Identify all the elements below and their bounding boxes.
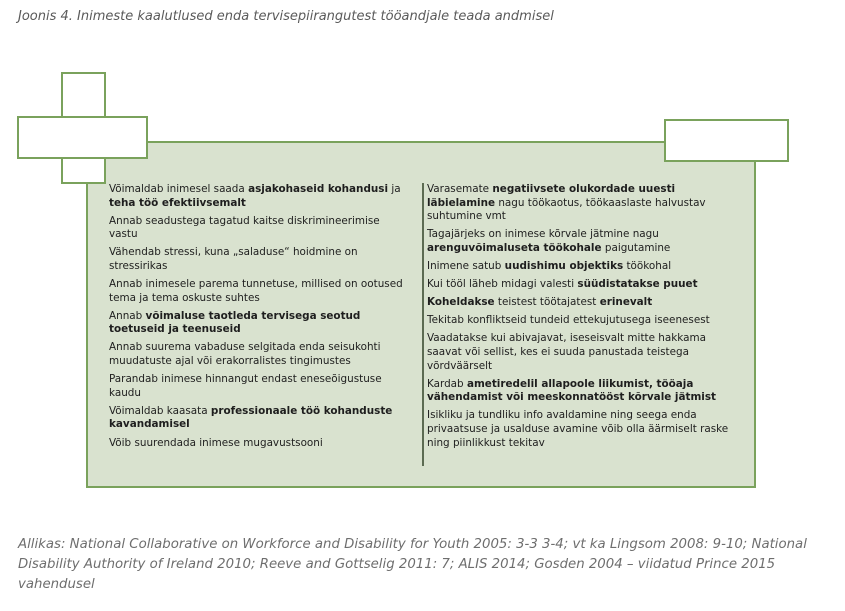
pro-item: [109, 341, 409, 368]
item-text: Annab inimesele parema tunnetuse, millised on ootused tema ja tema oskuste suhtes: [109, 278, 403, 304]
source-note: Allikas: National Collaborative on Workforce and Disability for Youth 2005: 3-3 3-4; vt ka Lingsom 2008: 9-10; National Disability Authority of Ireland 2010; Reeve and Gottselig 2011: 7; ALIS 2014; Gosden 2004 – viidatud Prince 2015 vahendusel: [18, 537, 807, 592]
item-text: Võimaldab inimesel saada: [109, 183, 249, 195]
item-text: Annab seadustega tagatud kaitse diskrimineerimise vastu: [109, 214, 380, 241]
emphasis-text: süüdistatakse puuet: [577, 278, 698, 291]
emphasis-text: teha töö efektiivsemalt: [109, 196, 246, 209]
item-text: Varasemate: [427, 183, 493, 195]
con-item: [427, 314, 742, 328]
item-text: paigutamine: [601, 241, 671, 254]
con-item: [427, 260, 742, 274]
con-item: [427, 296, 742, 310]
con-item: [427, 183, 742, 224]
con-item: [427, 409, 742, 450]
item-text: Parandab inimese hinnangut endast eneseõigustuse kaudu: [109, 373, 382, 399]
item-text: Isikliku ja tundliku info avaldamine ning seega enda privaatsuse ja usalduse avamine võib olla äärmiselt raske ning piinlikkust tekitav: [427, 409, 729, 449]
item-text: töökohal: [623, 259, 672, 272]
emphasis-text: professionaale töö kohanduste kavandamisel: [109, 404, 393, 431]
item-text: Võimaldab kaasata: [109, 404, 211, 417]
item-text: Tekitab konfliktseid tundeid ettekujutusega iseenesest: [427, 314, 710, 327]
item-text: nagu töökaotus, töökaaslaste halvustav suhtumine vmt: [427, 196, 706, 223]
item-text: Võib suurendada inimese mugavustsooni: [109, 436, 323, 449]
emphasis-text: Koheldakse: [427, 296, 495, 309]
minus-icon: [664, 119, 789, 162]
item-text: Annab: [109, 309, 146, 322]
emphasis-text: negatiivsete olukordade uuesti läbielamine: [427, 183, 676, 209]
emphasis-text: uudishimu objektiks: [504, 259, 624, 272]
emphasis-text: võimaluse taotleda tervisega seotud toetuseid ja teenuseid: [109, 309, 361, 336]
figure-caption: Joonis 4. Inimeste kaalutlused enda tervisepiirangutest tööandjale teada andmisel: [18, 9, 554, 24]
pros-list: [109, 183, 409, 455]
emphasis-text: ametiredelil allapoole liikumist, tööaja vähendamist või meeskonnatööst kõrvale jätmist: [427, 377, 717, 404]
item-text: Tagajärjeks on inimese kõrvale jätmine nagu: [427, 228, 659, 241]
item-text: Kardab: [427, 377, 467, 390]
item-text: Inimene satub: [427, 259, 505, 272]
item-text: Vaadatakse kui abivajavat, iseseisvalt mitte hakkama saavat või sellist, kes ei suuda panustada teistega võrdväärselt: [427, 332, 706, 372]
emphasis-text: erinevalt: [599, 296, 653, 309]
con-item: [427, 378, 742, 405]
emphasis-text: asjakohaseid kohandusi: [248, 183, 389, 195]
con-item: [427, 228, 742, 255]
pro-item: [109, 437, 409, 451]
cons-list: [427, 183, 742, 455]
pro-item: [109, 405, 409, 432]
pro-item: [109, 373, 409, 400]
con-item: [427, 278, 742, 292]
pro-item: [109, 278, 409, 305]
item-text: Kui tööl läheb midagi valesti: [427, 278, 578, 291]
pro-item: [109, 310, 409, 337]
pro-item: [109, 215, 409, 242]
item-text: teistest töötajatest: [494, 296, 600, 309]
column-divider: [422, 183, 424, 466]
item-text: Annab suurema vabaduse selgitada enda seisukohti muudatuste ajal või erakorralistes tingimustes: [109, 341, 381, 368]
con-item: [427, 332, 742, 373]
item-text: Vähendab stressi, kuna „saladuse“ hoidmine on stressirikas: [109, 246, 358, 272]
emphasis-text: arenguvõimaluseta töökohale: [427, 241, 602, 254]
plus-icon-center: [63, 118, 104, 157]
pro-item: [109, 246, 409, 273]
item-text: ja: [388, 183, 401, 195]
pro-item: [109, 183, 409, 210]
